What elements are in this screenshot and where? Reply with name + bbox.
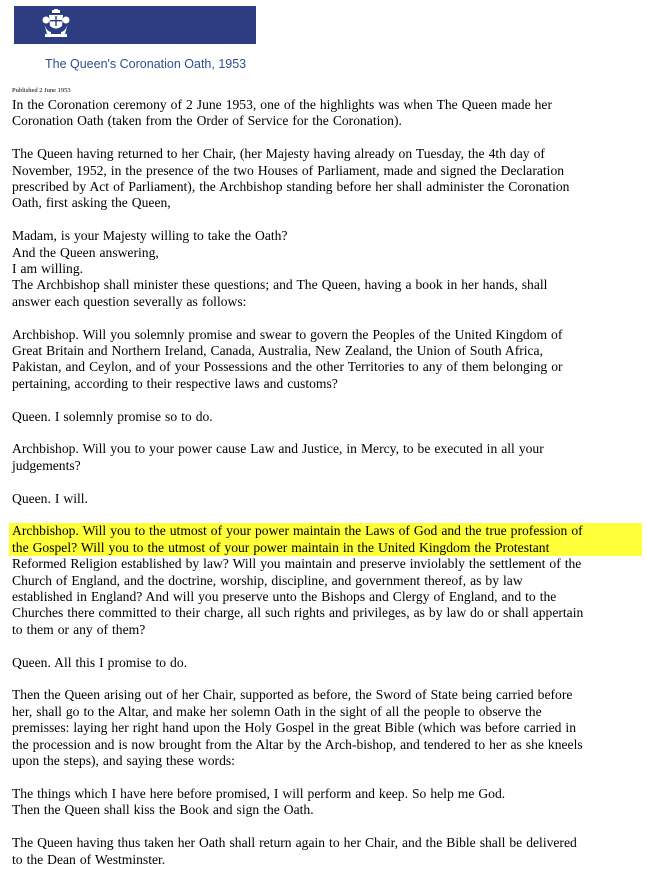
text-line: pertaining, according to their respective laws and customs? (12, 375, 338, 391)
oath-text (12, 97, 640, 884)
paragraph (12, 97, 640, 130)
text-line: And the Queen answering, (12, 244, 159, 260)
header-banner (14, 6, 256, 44)
text-line: her, shall go to the Altar, and make her solemn Oath in the sight of all the people to observe the (12, 703, 542, 719)
paragraph (12, 523, 640, 638)
text-line: Pakistan, and Ceylon, and of your Possessions and the other Territories to any of them belonging or (12, 359, 563, 375)
paragraph (12, 655, 640, 671)
text-line: Madam, is your Majesty willing to take the Oath? (12, 228, 288, 244)
text-line: the Gospel? Will you to the utmost of your power maintain in the United Kingdom the Protestant (12, 539, 550, 555)
text-line: to the Dean of Westminster. (12, 851, 166, 867)
paragraph (12, 228, 640, 310)
text-line: Church of England, and the doctrine, worship, discipline, and government thereof, as by law (12, 572, 523, 588)
text-line: Coronation Oath (taken from the Order of Service for the Coronation). (12, 113, 402, 129)
text-line: answer each question severally as follows: (12, 293, 247, 309)
text-line: judgements? (12, 457, 81, 473)
text-line: premisses: laying her right hand upon the Holy Gospel in the great Bible (which was before carried in (12, 720, 576, 736)
text-line: Churches there committed to their charge, all such rights and privileges, as by law do or shall appertain (12, 605, 584, 621)
paragraph (12, 441, 640, 474)
text-line: Archbishop. Will you solemnly promise and swear to govern the Peoples of the United Kingdom of (12, 326, 563, 342)
text-line: upon the steps), and saying these words: (12, 753, 235, 769)
paragraph (12, 409, 640, 425)
page-title: The Queen's Coronation Oath, 1953 (45, 57, 247, 71)
text-line: Queen. I will. (12, 490, 88, 506)
royal-crest-icon (41, 9, 71, 39)
text-line: Then the Queen shall kiss the Book and sign the Oath. (12, 802, 314, 818)
text-line: Queen. All this I promise to do. (12, 654, 188, 670)
text-line: Archbishop. Will you to your power cause Law and Justice, in Mercy, to be executed in all your (12, 441, 544, 457)
text-line: Then the Queen arising out of her Chair, supported as before, the Sword of State being carried before (12, 687, 573, 703)
paragraph (12, 786, 640, 819)
published-date: Published 2 June 1953 (12, 87, 71, 94)
text-line: established in England? And will you preserve unto the Bishops and Clergy of England, and to the (12, 589, 557, 605)
text-line: Reformed Religion established by law? Will you maintain and preserve inviolably the settlement of the (12, 556, 582, 572)
text-line: Queen. I solemnly promise so to do. (12, 408, 213, 424)
paragraph (12, 835, 640, 868)
text-line: November, 1952, in the presence of the two Houses of Parliament, made and signed the Declaration (12, 162, 565, 178)
text-line: Archbishop. Will you to the utmost of your power maintain the Laws of God and the true profession of (12, 523, 583, 539)
text-line: The Archbishop shall minister these questions; and The Queen, having a book in her hands, shall (12, 277, 548, 293)
text-line: to them or any of them? (12, 621, 146, 637)
text-line: I am willing. (12, 261, 84, 277)
text-line: Oath, first asking the Queen, (12, 195, 171, 211)
text-line: The Queen having returned to her Chair, (her Majesty having already on Tuesday, the 4th day of (12, 146, 545, 162)
text-line: Great Britain and Northern Ireland, Canada, Australia, New Zealand, the Union of South Africa, (12, 343, 543, 359)
text-line: In the Coronation ceremony of 2 June 1953, one of the highlights was when The Queen made her (12, 97, 552, 112)
text-line: The Queen having thus taken her Oath shall return again to her Chair, and the Bible shall be delivered (12, 835, 577, 851)
paragraph (12, 687, 640, 769)
text-line: prescribed by Act of Parliament), the Archbishop standing before her shall administer the Coronation (12, 179, 570, 195)
highlighted-passage (9, 523, 642, 556)
paragraph (12, 327, 640, 393)
text-line: The things which I have here before promised, I will perform and keep. So help me God. (12, 785, 506, 801)
paragraph (12, 491, 640, 507)
text-line: the procession and is now brought from the Altar by the Arch-bishop, and tendered to her as she kneels (12, 736, 583, 752)
paragraph (12, 146, 640, 212)
